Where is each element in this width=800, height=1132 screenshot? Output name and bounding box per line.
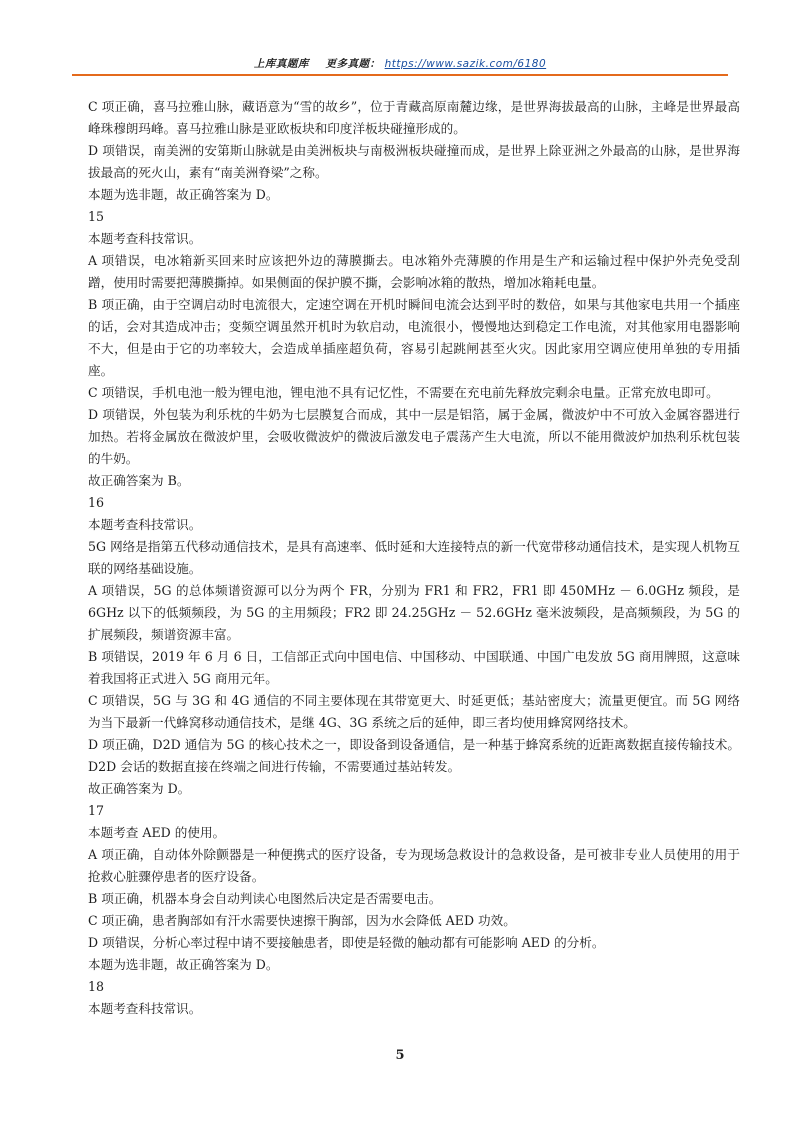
page-header bbox=[72, 56, 728, 71]
paragraph: B 项正确，由于空调启动时电流很大，定速空调在开机时瞬间电流会达到平时的数倍，如果与其他家电共用一个插座的话，会对其造成冲击；变频空调虽然开机时为软启动，电流很小，慢慢地达到稳定工作电流，对其他家用电器影响不大，但是由于它的功率较大，会造成单插座超负荷，容易引起跳闸甚至火灾。因此家用空调应使用单独的专用插座。 bbox=[88, 297, 740, 378]
header-divider bbox=[72, 74, 728, 76]
paragraph: C 项正确，喜马拉雅山脉，藏语意为“雪的故乡”，位于青藏高原南麓边缘，是世界海拔最高的山脉，主峰是世界最高峰珠穆朗玛峰。喜马拉雅山脉是亚欧板块和印度洋板块碰撞形成的。 bbox=[88, 99, 740, 136]
paragraph: D 项错误，分析心率过程中请不要接触患者，即使是轻微的触动都有可能影响 AED 的分析。 bbox=[88, 935, 605, 950]
paragraph: D 项正确，D2D 通信为 5G 的核心技术之一，即设备到设备通信，是一种基于蜂窝系统的近距离数据直接传输技术。D2D 会话的数据直接在终端之间进行传输，不需要通过基站转发。 bbox=[88, 737, 740, 774]
paragraph: 本题考查 AED 的使用。 bbox=[88, 825, 226, 840]
question-number: 15 bbox=[88, 209, 105, 224]
header-link[interactable]: https://www.sazik.com/6180 bbox=[384, 58, 547, 70]
page-number: 5 bbox=[395, 1048, 405, 1063]
paragraph: C 项错误，5G 与 3G 和 4G 通信的不同主要体现在其带宽更大、时延更低；基站密度大；流量更便宜。而 5G 网络为当下最新一代蜂窝移动通信技术，是继 4G、3G 系统之后的延伸，即三者均使用蜂窝网络技术。 bbox=[88, 693, 740, 730]
paragraph: 本题考查科技常识。 bbox=[88, 1001, 202, 1016]
paragraph: D 项错误，外包装为利乐枕的牛奶为七层膜复合而成，其中一层是铝箔，属于金属，微波炉中不可放入金属容器进行加热。若将金属放在微波炉里，会吸收微波炉的微波后激发电子震荡产生大电流，所以不能用微波炉加热利乐枕包装的牛奶。 bbox=[88, 407, 740, 466]
paragraph: A 项错误，电冰箱新买回来时应该把外边的薄膜撕去。电冰箱外壳薄膜的作用是生产和运输过程中保护外壳免受刮蹭，使用时需要把薄膜撕掉。如果侧面的保护膜不撕，会影响冰箱的散热，增加冰箱耗电量。 bbox=[88, 253, 740, 290]
site-label: 上库真题库 bbox=[253, 58, 309, 70]
paragraph: B 项正确，机器本身会自动判读心电图然后决定是否需要电击。 bbox=[88, 891, 442, 906]
paragraph: 故正确答案为 B。 bbox=[88, 473, 190, 488]
paragraph: A 项错误，5G 的总体频谱资源可以分为两个 FR，分别为 FR1 和 FR2，FR1 即 450MHz － 6.0GHz 频段，是 6GHz 以下的低频频段，为 5G 的主用频段；FR2 即 24.25GHz － 52.6GHz 毫米波频段，是高频频段，为 5G 的扩展频段，频谱资源丰富。 bbox=[88, 583, 740, 642]
more-label: 更多真题： bbox=[325, 58, 381, 70]
paragraph: 本题为选非题，故正确答案为 D。 bbox=[88, 187, 279, 202]
paragraph: B 项错误，2019 年 6 月 6 日，工信部正式向中国电信、中国移动、中国联通、中国广电发放 5G 商用牌照，这意味着我国将正式进入 5G 商用元年。 bbox=[88, 649, 740, 686]
paragraph: 本题考查科技常识。 bbox=[88, 517, 202, 532]
paragraph: A 项正确，自动体外除颤器是一种便携式的医疗设备，专为现场急救设计的急救设备，是可被非专业人员使用的用于抢救心脏骤停患者的医疗设备。 bbox=[88, 847, 740, 884]
paragraph: C 项错误，手机电池一般为锂电池，锂电池不具有记忆性，不需要在充电前先释放完剩余电量。正常充放电即可。 bbox=[88, 385, 719, 400]
paragraph: 本题考查科技常识。 bbox=[88, 231, 202, 246]
paragraph: 本题为选非题，故正确答案为 D。 bbox=[88, 957, 279, 972]
paragraph: C 项正确，患者胸部如有汗水需要快速擦干胸部，因为水会降低 AED 功效。 bbox=[88, 913, 516, 928]
question-number: 18 bbox=[88, 979, 105, 994]
paragraph: D 项错误，南美洲的安第斯山脉就是由美洲板块与南极洲板块碰撞而成，是世界上除亚洲之外最高的山脉，是世界海拔最高的死火山，素有“南美洲脊梁”之称。 bbox=[88, 143, 740, 180]
document-body bbox=[88, 96, 740, 1020]
question-number: 16 bbox=[88, 495, 105, 510]
question-number: 17 bbox=[88, 803, 105, 818]
paragraph: 5G 网络是指第五代移动通信技术，是具有高速率、低时延和大连接特点的新一代宽带移动通信技术，是实现人机物互联的网络基础设施。 bbox=[88, 539, 740, 576]
paragraph: 故正确答案为 D。 bbox=[88, 781, 191, 796]
